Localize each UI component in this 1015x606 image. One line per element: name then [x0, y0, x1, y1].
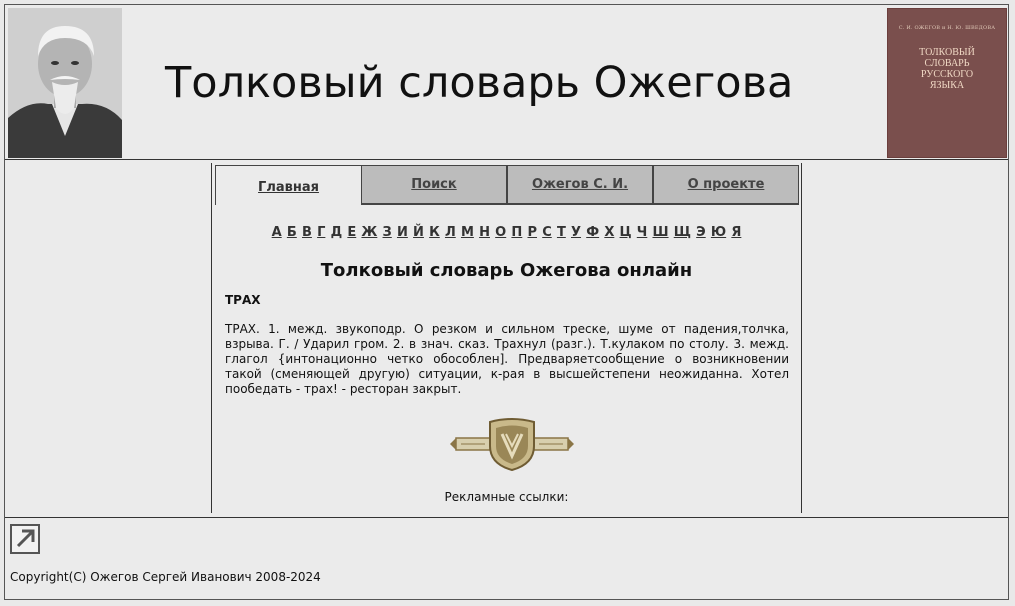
tab-home[interactable]: Главная — [215, 165, 361, 205]
alphabet-letter-link[interactable]: Щ — [673, 225, 691, 240]
book-title-line: ЯЗЫКА — [929, 80, 965, 91]
book-title-line: ТОЛКОВЫЙ — [919, 47, 975, 58]
book-title-line: РУССКОГО — [920, 69, 974, 80]
alphabet-letter-link[interactable]: И — [396, 225, 408, 240]
alphabet-letter-link[interactable]: У — [571, 225, 582, 240]
alphabet-letter-link[interactable]: Ч — [636, 225, 648, 240]
alphabet-letter-link[interactable]: Ю — [710, 225, 727, 240]
main-content — [211, 163, 802, 513]
word-heading: ТРАХ — [225, 293, 261, 307]
dictionary-book-cover — [887, 8, 1007, 158]
alphabet-letter-link[interactable]: Х — [604, 225, 615, 240]
tab-search[interactable]: Поиск — [361, 165, 507, 205]
nav-tabs — [215, 165, 800, 205]
alphabet-letter-link[interactable]: Д — [330, 225, 343, 240]
site-footer — [5, 517, 1008, 600]
alphabet-letter-link[interactable]: П — [511, 225, 523, 240]
book-title-line: СЛОВАРЬ — [924, 58, 970, 69]
alphabet-letter-link[interactable]: К — [429, 225, 440, 240]
alphabet-letter-link[interactable]: А — [271, 225, 282, 240]
alphabet-letter-link[interactable]: Л — [444, 225, 456, 240]
alphabet-letter-link[interactable]: Ц — [619, 225, 632, 240]
alphabet-letter-link[interactable]: Н — [479, 225, 490, 240]
content-title: Толковый словарь Ожегова онлайн — [320, 260, 693, 281]
alphabet-letter-link[interactable]: Ш — [652, 225, 669, 240]
alphabet-index — [212, 225, 801, 240]
alphabet-letter-link[interactable]: Г — [317, 225, 326, 240]
alphabet-letter-link[interactable]: Е — [347, 225, 357, 240]
ozhegov-portrait — [8, 8, 122, 158]
word-definition: ТРАХ. 1. межд. звукоподр. О резком и сильном треске, шуме от падения,толчка, взрыва. Г. / Ударил гром. 2. в знач. сказ. Трахнул (разг.). Т.кулаком по столу. 3. межд. глагол {интонационно четко обособлен]. Предваряетсообщение о возникновении такой (сменяющей другую) ситуации, к-рая в высшейстепени неожиданна. Хотел пообедать - трах! - ресторан закрыт. — [225, 322, 789, 396]
tab-about-project[interactable]: О проекте — [653, 165, 799, 205]
alphabet-letter-link[interactable]: О — [495, 225, 507, 240]
alphabet-letter-link[interactable]: М — [460, 225, 474, 240]
alphabet-letter-link[interactable]: Й — [413, 225, 424, 240]
alphabet-letter-link[interactable]: Я — [731, 225, 742, 240]
alphabet-letter-link[interactable]: Ф — [586, 225, 600, 240]
alphabet-letter-link[interactable]: Р — [527, 225, 538, 240]
alphabet-letter-link[interactable]: Ж — [361, 225, 378, 240]
alphabet-letter-link[interactable]: Б — [286, 225, 297, 240]
site-title: Толковый словарь Ожегова — [165, 58, 794, 108]
copyright-text: Copyright(C) Ожегов Сергей Иванович 2008-2024 — [10, 570, 321, 584]
alphabet-letter-link[interactable]: В — [301, 225, 312, 240]
external-link-icon[interactable] — [10, 524, 40, 554]
book-authors: С. И. ОЖЕГОВ и Н. Ю. ШВЕДОВА — [898, 25, 996, 31]
alphabet-letter-link[interactable]: Э — [696, 225, 706, 240]
site-header — [5, 5, 1008, 160]
alphabet-letter-link[interactable]: С — [542, 225, 552, 240]
tab-about-ozhegov[interactable]: Ожегов С. И. — [507, 165, 653, 205]
page-frame — [4, 4, 1009, 600]
book-title — [888, 47, 1006, 91]
alphabet-letter-link[interactable]: З — [382, 225, 392, 240]
alphabet-letter-link[interactable]: Т — [556, 225, 566, 240]
ads-label: Рекламные ссылки: — [444, 490, 569, 504]
ornament-emblem-icon — [450, 416, 574, 472]
